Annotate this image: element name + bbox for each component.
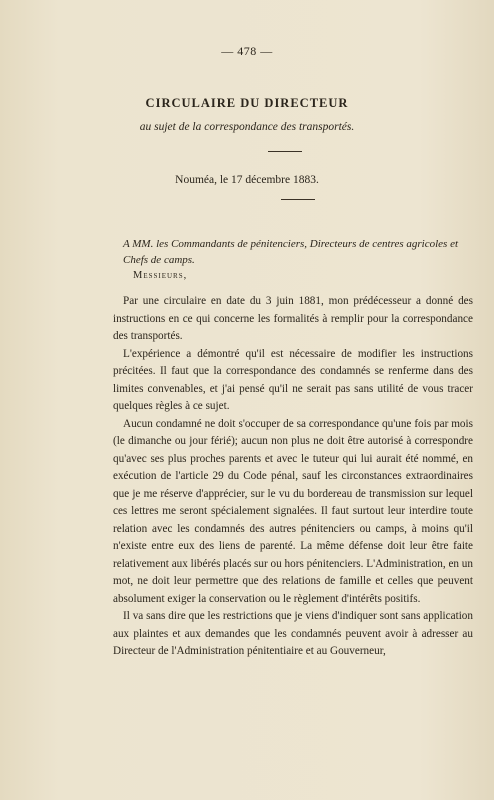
divider-rule [281, 199, 315, 200]
paragraph: Il va sans dire que les restrictions que je viens d'indiquer sont sans application aux plaintes et aux demandes que les condamnés peuvent avoir à adresser au Directeur de l'Administration pénitentiaire et au Gouverneur, [113, 610, 473, 657]
address-line [113, 236, 473, 268]
page-number: — 478 — [221, 44, 273, 58]
paragraph: Aucun condamné ne doit s'occuper de sa correspondance qu'une fois par mois (le dimanche ou jour férié); aucun non plus ne doit être autorisé à correspondre qu'avec ses plus proches parents et avec le tuteur qui lui aurait été nommé, en exécution de l'article 29 du Code pénal, sauf les circonstances extraordinaires que je me réserve d'apprécier, sur le vu du bordereau de transmission sur lequel ces lettres me seront spécialement signalées. Il faut surtout leur interdire toute relation avec les condamnés des autres pénitenciers ou camps, à moins qu'il n'existe entre eux des liens de parenté. La même défense doit leur être faite relativement aux libérés placés sur ou hors pénitenciers. L'Administration, en un mot, ne doit leur permettre que des relations de famille et celles que peuvent absolument exiger la conservation ou le règlement d'intérêts positifs. [113, 417, 473, 605]
divider-rule [268, 151, 302, 152]
circular-body [113, 293, 473, 661]
circular-title: CIRCULAIRE DU DIRECTEUR [145, 96, 349, 110]
address-text: A MM. les Commandants de pénitenciers, Directeurs de centres agricoles et Chefs de camps. [123, 238, 459, 266]
circular-subtitle: au sujet de la correspondance des transportés. [139, 121, 355, 133]
paragraph: Par une circulaire en date du 3 juin 1881, mon prédécesseur a donné des instructions en ce qui concerne les formalités à remplir pour la correspondance des transportés. [113, 295, 473, 342]
dateline: Nouméa, le 17 décembre 1883. [175, 174, 319, 186]
salutation: Messieurs, [133, 270, 188, 281]
paragraph: L'expérience a démontré qu'il est nécessaire de modifier les instructions précitées. Il faut que la correspondance des condamnés se renferme dans des limites convenables, et j'ai pensé qu'il ne serait pas sans utilité de vous tracer quelques règles à ce sujet. [113, 347, 473, 412]
